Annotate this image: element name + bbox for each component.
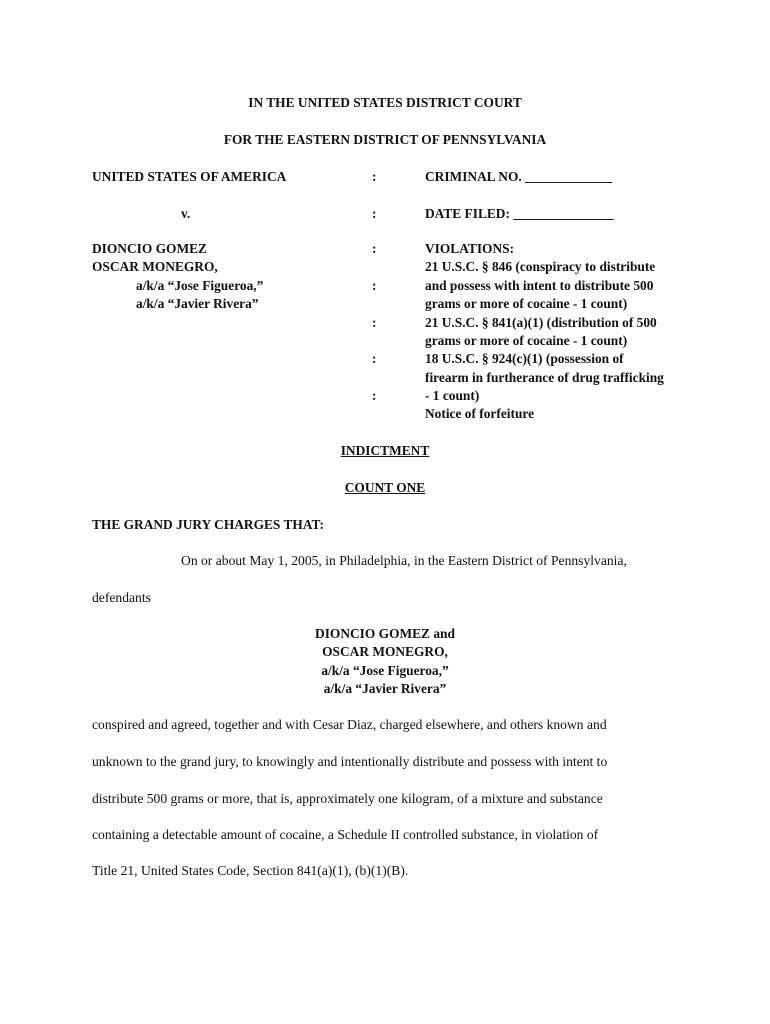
violation-line: grams or more of cocaine - 1 count) (425, 333, 628, 348)
body-line: containing a detectable amount of cocaine, a Schedule II controlled substance, in violation of (92, 827, 599, 842)
paragraph-line: defendants (92, 590, 151, 605)
body-line: Title 21, United States Code, Section 841(a)(1), (b)(1)(B). (92, 863, 409, 878)
defendant-alias: a/k/a “Jose Figueroa,” (136, 278, 264, 293)
violation-line: Notice of forfeiture (425, 406, 535, 421)
caption-colon: : (372, 241, 377, 256)
defendant-line: OSCAR MONEGRO, (92, 259, 218, 274)
body-line: unknown to the grand jury, to knowingly and intentionally distribute and possess with intent to (92, 754, 608, 769)
violation-line: - 1 count) (425, 388, 480, 403)
defendant-block-line: OSCAR MONEGRO, (322, 644, 448, 659)
violation-line: 21 U.S.C. § 841(a)(1) (distribution of 500 (425, 315, 657, 330)
count-title: COUNT ONE (344, 480, 426, 495)
violation-line: and possess with intent to distribute 500 (425, 278, 654, 293)
caption-colon: : (372, 278, 377, 293)
violation-line: firearm in furtherance of drug trafficking (425, 370, 664, 385)
district-title: FOR THE EASTERN DISTRICT OF PENNSYLVANIA (223, 132, 547, 147)
caption-colon: : (372, 206, 377, 221)
caption-colon: : (372, 169, 377, 184)
body-line: conspired and agreed, together and with Cesar Diaz, charged elsewhere, and others known and (92, 717, 607, 732)
plaintiff-name: UNITED STATES OF AMERICA (92, 169, 287, 184)
defendant-block-line: DIONCIO GOMEZ and (315, 626, 455, 641)
violation-line: 18 U.S.C. § 924(c)(1) (possession of (425, 351, 624, 366)
versus-label: v. (181, 206, 191, 221)
court-title: IN THE UNITED STATES DISTRICT COURT (248, 95, 522, 110)
indictment-title: INDICTMENT (340, 443, 430, 458)
violation-line: grams or more of cocaine - 1 count) (425, 296, 628, 311)
defendant-alias: a/k/a “Javier Rivera” (136, 296, 259, 311)
defendant-line: DIONCIO GOMEZ (92, 241, 207, 256)
caption-colon: : (372, 388, 377, 403)
caption-colon: : (372, 351, 377, 366)
defendant-block-alias: a/k/a “Javier Rivera” (323, 681, 447, 696)
body-line: distribute 500 grams or more, that is, approximately one kilogram, of a mixture and substance (92, 791, 603, 806)
date-filed: DATE FILED: _______________ (425, 206, 614, 221)
charges-intro: THE GRAND JURY CHARGES THAT: (92, 517, 324, 532)
defendant-block-alias: a/k/a “Jose Figueroa,” (321, 663, 449, 678)
paragraph-line: On or about May 1, 2005, in Philadelphia, in the Eastern District of Pennsylvania, (181, 553, 627, 568)
criminal-number: CRIMINAL NO. _____________ (425, 169, 613, 184)
violation-line: 21 U.S.C. § 846 (conspiracy to distribute (425, 259, 656, 274)
caption-colon: : (372, 315, 377, 330)
violations-label: VIOLATIONS: (425, 241, 515, 256)
